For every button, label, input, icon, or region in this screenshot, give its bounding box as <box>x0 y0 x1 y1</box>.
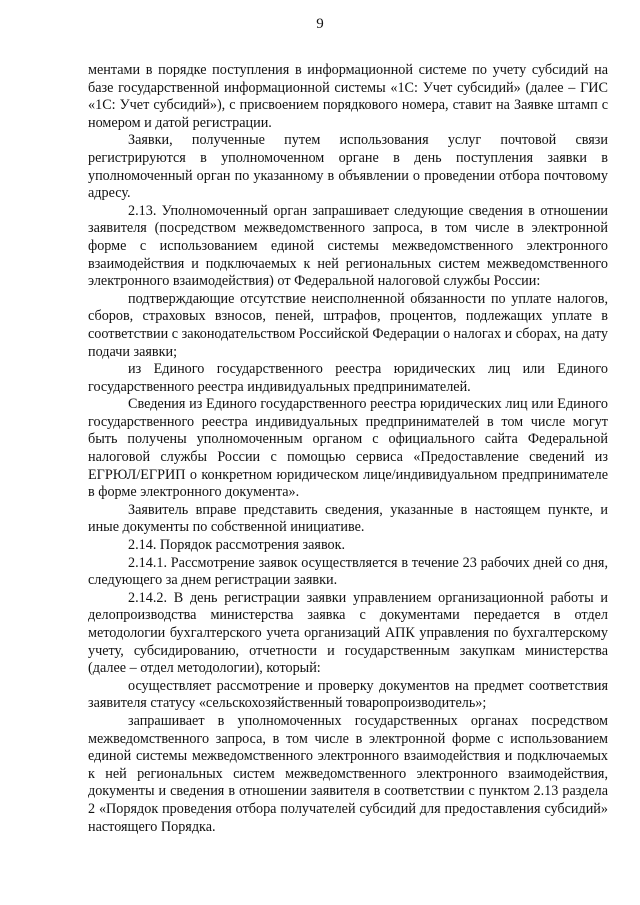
document-body <box>88 62 608 836</box>
paragraph: осуществляет рассмотрение и проверку документов на предмет соответствия заявителя статусу «сельскохозяйственный товаропроизводитель»; <box>88 677 608 712</box>
paragraph: Заявитель вправе представить сведения, указанные в настоящем пункте, и иные документы по собственной инициативе. <box>88 501 608 536</box>
paragraph: Заявки, полученные путем использования услуг почтовой связи регистрируются в уполномоченном органе в день поступления заявки в уполномоченный орган по указанному в объявлении о проведении отбора почтовому адресу. <box>88 132 608 202</box>
paragraph: запрашивает в уполномоченных государственных органах посредством межведомственного запроса, в том числе в электронной форме с использованием единой системы межведомственного электронного взаимодействия и подключаемых к ней региональных систем межведомственного электронного взаимодействия, документы и сведения в отношении заявителя в соответствии с пунктом 2.13 раздела 2 «Порядок проведения отбора получателей субсидий для предоставления субсидий» настоящего Порядка. <box>88 712 608 835</box>
page-number: 9 <box>316 16 324 32</box>
paragraph: ментами в порядке поступления в информационной системе по учету субсидий на базе государственной информационной системы «1С: Учет субсидий» (далее – ГИС «1С: Учет субсидий»), с присвоением порядкового номера, ставит на Заявке штамп с номером и датой регистрации. <box>88 62 608 131</box>
paragraph: Сведения из Единого государственного реестра юридических лиц или Единого государственного реестра индивидуальных предпринимателей в том числе могут быть получены уполномоченным органом с официального сайта Федеральной налоговой службы России с помощью сервиса «Предоставление сведений из ЕГРЮЛ/ЕГРИП о конкретном юридическом лице/индивидуальном предпринимателе в форме электронного документа». <box>88 396 608 501</box>
paragraph: 2.14.2. В день регистрации заявки управлением организационной работы и делопроизводства министерства заявка с документами передается в отдел методологии бухгалтерского учета организаций АПК управления по бухгалтерскому учету, субсидированию, отчетности и государственным закупкам министерства (далее – отдел методологии), который: <box>88 589 608 677</box>
paragraph: подтверждающие отсутствие неисполненной обязанности по уплате налогов, сборов, страховых взносов, пеней, штрафов, процентов, подлежащих уплате в соответствии с законодательством Российской Федерации о налогах и сборах, на дату подачи заявки; <box>88 290 608 360</box>
paragraph: 2.14.1. Рассмотрение заявок осуществляется в течение 23 рабочих дней со дня, следующего за днем регистрации заявки. <box>88 554 608 589</box>
paragraph: 2.13. Уполномоченный орган запрашивает следующие сведения в отношении заявителя (посредством межведомственного запроса, в том числе в электронной форме с использованием единой системы межведомственного электронного взаимодействия и подключаемых к ней региональных систем межведомственного электронного взаимодействия) от Федеральной налоговой службы России: <box>88 202 608 290</box>
paragraph: 2.14. Порядок рассмотрения заявок. <box>128 537 346 554</box>
paragraph: из Единого государственного реестра юридических лиц или Единого государственного реестра индивидуальных предпринимателей. <box>88 361 608 395</box>
